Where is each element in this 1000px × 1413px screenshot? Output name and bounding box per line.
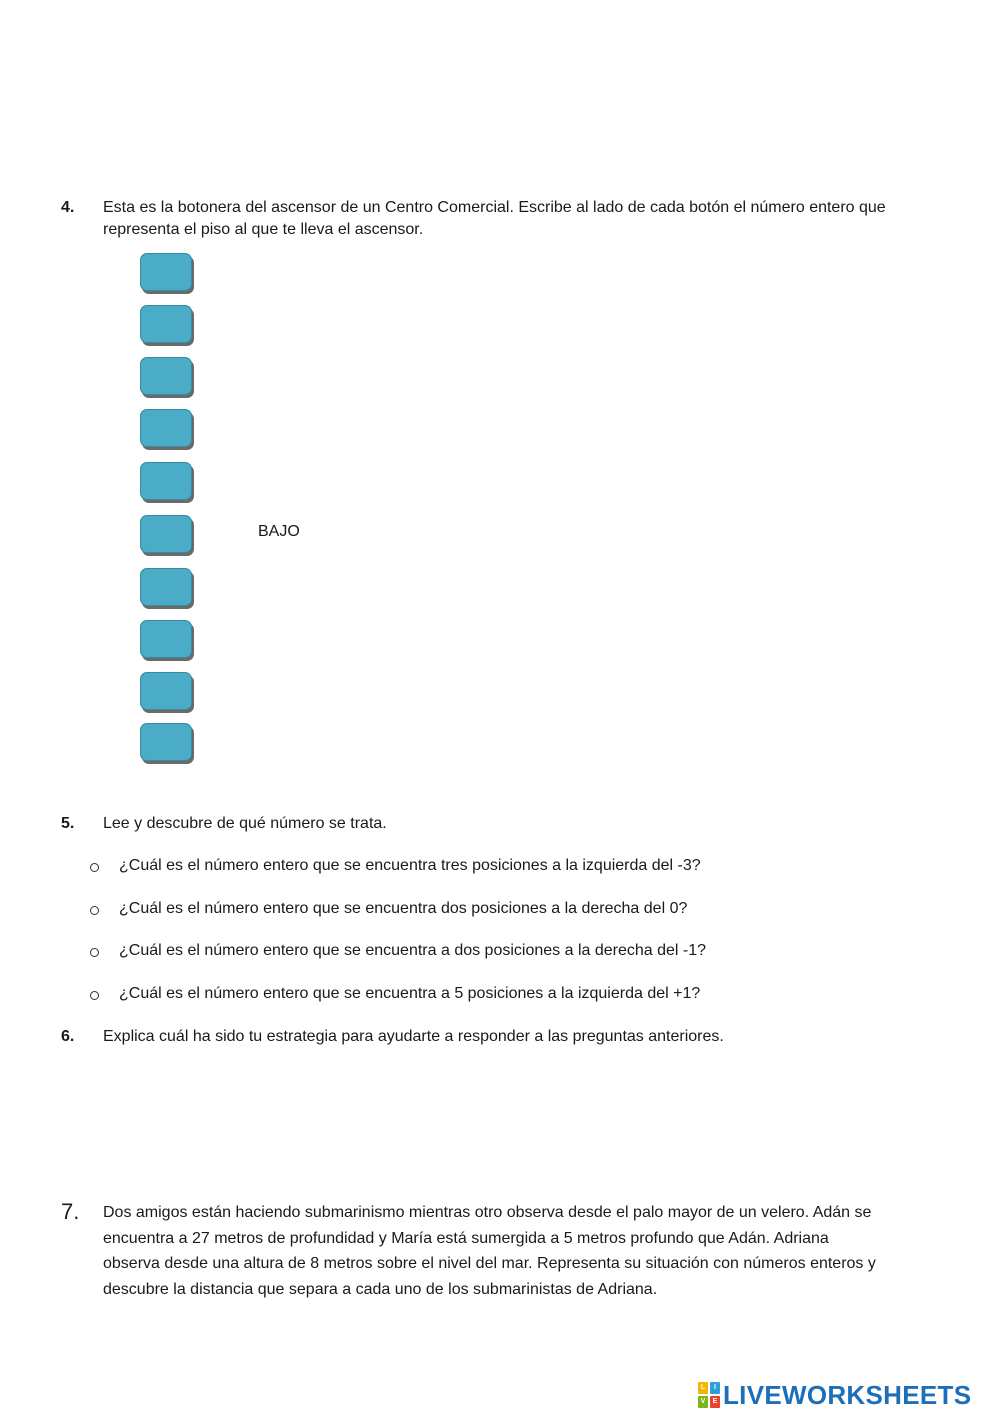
- bajo-label: BAJO: [258, 523, 300, 540]
- elevator-button[interactable]: [140, 620, 192, 658]
- question-6-text: Explica cuál ha sido tu estrategia para ayudarte a responder a las preguntas anteriores.: [103, 1028, 724, 1045]
- question-7-line: observa desde una altura de 8 metros sobre el nivel del mar. Representa su situación con números enteros y: [103, 1255, 876, 1273]
- question-5-item: ¿Cuál es el número entero que se encuentra tres posiciones a la izquierda del -3?: [119, 857, 701, 874]
- question-5-item: ¿Cuál es el número entero que se encuentra dos posiciones a la derecha del 0?: [119, 900, 688, 917]
- question-7-line: Dos amigos están haciendo submarinismo mientras otro observa desde el palo mayor de un velero. Adán se: [103, 1204, 872, 1221]
- elevator-button[interactable]: [140, 568, 192, 606]
- bullet-circle-icon: [90, 991, 99, 1000]
- elevator-button[interactable]: [140, 357, 192, 395]
- question-4-line-2: representa el piso al que te lleva el ascensor.: [103, 221, 424, 238]
- question-5-item: ¿Cuál es el número entero que se encuentra a dos posiciones a la derecha del -1?: [119, 942, 707, 959]
- elevator-button-bajo[interactable]: [140, 515, 192, 553]
- question-5-item: ¿Cuál es el número entero que se encuentra a 5 posiciones a la izquierda del +1?: [119, 985, 701, 1002]
- elevator-button[interactable]: [140, 305, 192, 343]
- liveworksheets-logo-icon: L I V E: [698, 1382, 720, 1408]
- question-7-number: 7.: [61, 1199, 80, 1224]
- question-5-number: 5.: [61, 815, 75, 832]
- question-7-text: [103, 1200, 953, 1303]
- liveworksheets-logo: [698, 1378, 971, 1412]
- question-6-number: 6.: [61, 1028, 75, 1045]
- question-7-line: encuentra a 27 metros de profundidad y María está sumergida a 5 metros profundo que Adán. Adriana: [103, 1229, 829, 1247]
- question-4-number: 4.: [61, 199, 75, 216]
- elevator-button[interactable]: [140, 672, 192, 710]
- elevator-button[interactable]: [140, 253, 192, 291]
- elevator-button[interactable]: [140, 723, 192, 761]
- question-4-text: [103, 197, 943, 241]
- question-5-text: Lee y descubre de qué número se trata.: [103, 815, 387, 832]
- elevator-button[interactable]: [140, 409, 192, 447]
- liveworksheets-logo-text: LIVEWORKSHEETS: [723, 1379, 972, 1410]
- elevator-button[interactable]: [140, 462, 192, 500]
- bullet-circle-icon: [90, 948, 99, 957]
- bullet-circle-icon: [90, 863, 99, 872]
- question-7-line: descubre la distancia que separa a cada uno de los submarinistas de Adriana.: [103, 1281, 658, 1299]
- question-4-line-1: Esta es la botonera del ascensor de un Centro Comercial. Escribe al lado de cada botón el número entero que: [103, 199, 886, 216]
- bullet-circle-icon: [90, 906, 99, 915]
